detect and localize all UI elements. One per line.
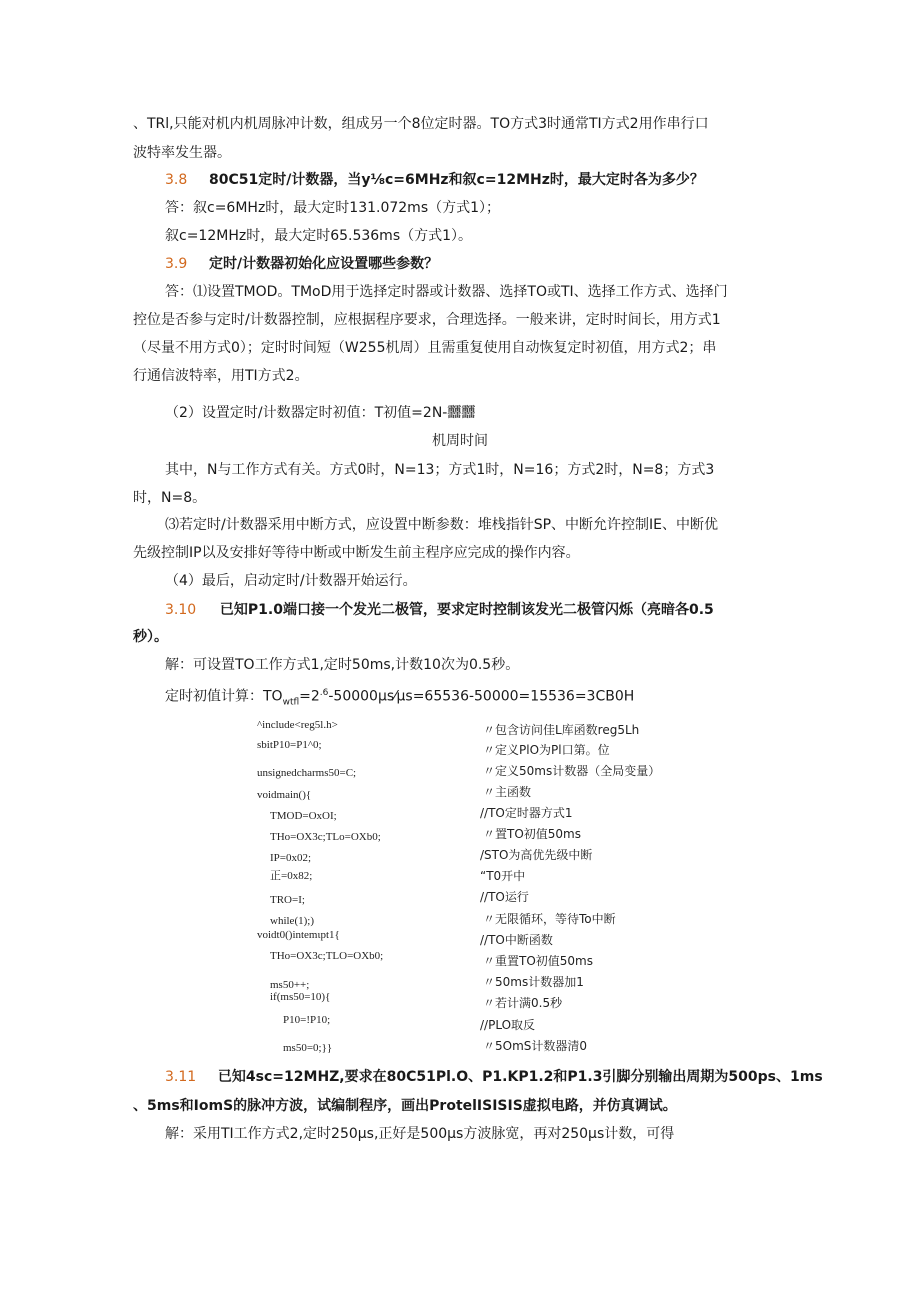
formula-subscript: wtfl [282,697,300,708]
formula-mid: =2 [299,688,320,705]
code-line: P10=!P10; [283,1014,331,1026]
code-comment: //TO运行 [480,890,529,904]
code-comment: 〃5OmS计数器清0 [483,1039,588,1053]
question-number: 3.11 [165,1069,197,1085]
question-3-8 [165,170,704,190]
code-comment: 〃定义50ms计数器（全局变量） [483,764,661,778]
code-line: TRO=I; [270,894,305,906]
question-number: 3.9 [165,256,188,272]
formula-superscript: .6 [319,688,329,698]
code-line: if(ms50=10){ [270,991,331,1003]
code-comment: “T0开中 [480,869,526,883]
question-title: 已知P1.0端口接一个发光二极管，要求定时控制该发光二极管闪烁（亮暗各0.5 [219,602,714,618]
answer-line: 其中，N与工作方式有关。方式0时，N=13；方式1时，N=16；方式2时，N=8；方式3 [165,462,715,478]
code-comment: 〃若计满0.5秒 [483,996,563,1010]
code-comment: //TO定时器方式1 [480,806,573,820]
code-line: IP=0x02; [270,852,312,864]
code-line: ^include<reg5l.h> [257,719,338,731]
answer-line: （尽量不用方式0）；定时时间短（W255机周）且需重复使用自动恢复定时初值，用方式2；串 [133,340,717,356]
code-line: 正=0x82; [270,870,313,882]
answer-line: （2）设置定时/计数器定时初值：T初值=2N-䨻䨻 [165,405,476,421]
code-line: THo=OX3c;TLo=OXb0; [270,831,381,843]
solution-line: 解：可设置TO工作方式1,定时50ms,计数10次为0.5秒。 [165,657,520,673]
code-comment: /STO为高优先级中断 [480,848,593,862]
paragraph-line: 、TRl,只能对机内机周脉冲计数，组成另一个8位定时器。TO方式3时通常TI方式2用作串行口 [133,116,709,132]
code-comment: 〃置TO初值50ms [483,827,581,841]
question-title: 已知4sc=12MHZ,要求在80C51Pl.O、P1.KP1.2和P1.3引脚分别输出周期为500ps、1ms [217,1069,823,1085]
answer-line: ⑶若定时/计数器采用中断方式，应设置中断参数：堆栈指针SP、中断允许控制IE、中断优 [165,517,719,533]
question-title-cont: 秒）。 [133,629,168,645]
code-comment: 〃主函数 [483,785,532,799]
answer-line: 答：⑴设置TMOD。TMoD用于选择定时器或计数器、选择TO或TI、选择工作方式、选择门 [165,284,728,300]
question-3-11 [165,1067,823,1087]
code-comment: 〃定义PlO为Pl口第。位 [483,743,610,757]
question-3-9 [165,254,438,274]
code-line: voidmain(){ [257,789,312,801]
answer-line: 控位是否参与定时/计数器控制，应根据程序要求，合理选择。一般来讲，定时时间长，用方式1 [133,312,721,328]
formula-rest: -50000μs⁄μs=65536-50000=15536=3CB0H [328,688,635,705]
code-line: THo=OX3c;TLO=OXb0; [270,950,384,962]
code-comment: 〃重置TO初值50ms [483,954,593,968]
answer-line: 答：叙c=6MHz时，最大定时131.072ms（方式1）； [165,200,501,216]
code-comment: 〃无限循环，等待To中断 [483,912,616,926]
code-line: ms50++; [270,979,310,991]
answer-line: 行通信波特率，用TI方式2。 [133,368,309,384]
formula-denominator: 机周时间 [432,433,488,449]
question-title-cont: 、5ms和IomS的脉冲方波，试编制程序，画出ProtelISISIS虚拟电路，并仿真调试。 [133,1098,677,1114]
question-title: 定时/计数器初始化应设置哪些参数？ [209,256,439,272]
answer-line: 先级控制IP以及安排好等待中断或中断发生前主程序应完成的操作内容。 [133,545,580,561]
answer-line: 叙c=12MHz时，最大定时65.536ms（方式1）。 [165,228,473,244]
solution-line [165,683,634,712]
code-comment: //PLO取反 [480,1018,536,1032]
code-line: sbitP10=P1^0; [257,739,322,751]
question-number: 3.10 [165,602,197,618]
question-number: 3.8 [165,172,188,188]
question-title: 80C51定时/计数器，当y⅛c=6MHz和叙c=12MHz时，最大定时各为多少？ [209,172,704,188]
formula-prefix: 定时初值计算：TO [165,688,283,705]
code-line: while(1);) [270,915,314,927]
code-comment: 〃50ms计数器加1 [483,975,584,989]
solution-line: 解：采用TI工作方式2,定时250μs,正好是500μs方波脉宽，再对250μs计数，可得 [165,1126,675,1142]
question-3-10 [165,600,714,620]
code-comment: //TO中断函数 [480,933,553,947]
answer-line: 时，N=8。 [133,490,207,506]
answer-line: （4）最后，启动定时/计数器开始运行。 [165,573,417,589]
code-line: TMOD=OxOI; [270,810,337,822]
paragraph-line: 波特率发生器。 [133,145,231,161]
code-comment: 〃包含访问佳L库函数reg5Lh [483,723,640,737]
code-line: voidt0()intemιpt1{ [257,929,340,941]
code-line: ms50=0;}} [283,1042,333,1054]
code-line: unsignedcharms50=C; [257,767,357,779]
